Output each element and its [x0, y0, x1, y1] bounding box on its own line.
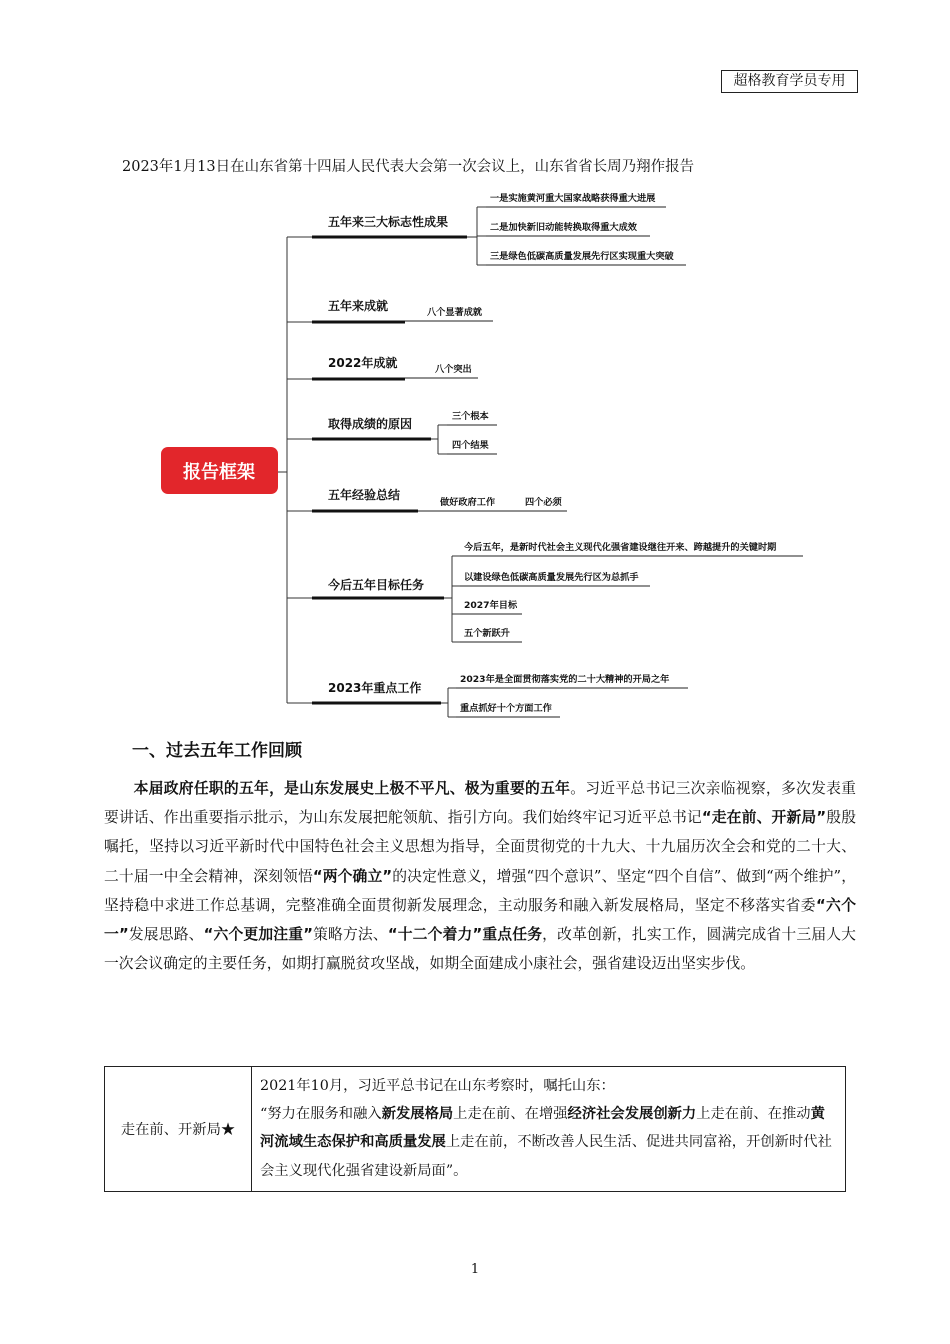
quote-emphasis: 黄河流域生态保护和高质量发展 — [260, 1106, 825, 1151]
emphasis-text: 重点任务 — [482, 926, 543, 944]
note-content — [252, 1067, 846, 1192]
root-label: 报告框架 — [183, 462, 255, 483]
leaf-label: 做好政府工作 — [440, 497, 496, 508]
note-label: 走在前、开新局★ — [105, 1067, 252, 1192]
body-text: ，改革创新，扎实工作，圆满完成省十三届人大一次会议确定的主要任务，如期打赢脱贫攻坚战，如期全面建成小康社会，强省建设迈出坚实步伐。 — [104, 926, 856, 973]
leaf-label: 四个必须 — [525, 497, 562, 508]
branch-label: 取得成绩的原因 — [328, 417, 413, 431]
branch-label: 2023年重点工作 — [328, 681, 422, 695]
quote-text: “努力在服务和融入 — [260, 1106, 382, 1123]
branch-label: 五年经验总结 — [328, 488, 401, 502]
body-text: 的决定性意义，增强“四个意识”、坚定“四个自信”、做到“两个维护”，坚持稳中求进工作总基调，完整准确全面贯彻新发展理念，主动服务和融入新发展格局，坚定不移落实省委 — [104, 867, 856, 914]
body-text: 殷殷嘱托，坚持以习近平新时代中国特色社会主义思想为指导，全面贯彻党的十九大、十九届历次全会和党的二十大、二十届一中全会精神，深刻领悟 — [104, 809, 856, 885]
leaf-label: 四个结果 — [452, 440, 489, 451]
usage-stamp: 超格教育学员专用 — [721, 70, 858, 93]
note-line: 2021年10月，习近平总书记在山东考察时，嘱托山东： — [260, 1078, 615, 1094]
report-mindmap — [0, 180, 950, 720]
leaf-label: 五个新跃升 — [464, 628, 510, 639]
leaf-label: 二是加快新旧动能转换取得重大成效 — [490, 222, 637, 233]
note-quote — [260, 1100, 837, 1185]
intro-line: 2023年1月13日在山东省第十四届人民代表大会第一次会议上，山东省省长周乃翔作报告 — [122, 159, 695, 175]
quote-text: 上走在前、在增强 — [453, 1106, 568, 1123]
leaf-label: 三是绿色低碳高质量发展先行区实现重大突破 — [490, 251, 674, 262]
body-text: 发展思路、 — [128, 926, 204, 944]
body-text: 。习近平总书记三次亲临视察，多次发表重要讲话、作出重要指示批示，为山东发展把舵领航、指引方向。我们始终牢记习近平总书记 — [104, 780, 856, 827]
quote-text: 上走在前、在推动 — [696, 1106, 811, 1123]
branch-label: 五年来三大标志性成果 — [328, 215, 449, 229]
leaf-label: 今后五年，是新时代社会主义现代化强省建设继往开来、跨越提升的关键时期 — [464, 542, 777, 553]
emphasis-text: “十二个着力” — [387, 926, 483, 944]
emphasis-text: “走在前、开新局” — [701, 809, 827, 827]
leaf-label: 三个根本 — [452, 411, 489, 422]
emphasis-text: “六个更加注重” — [203, 926, 313, 944]
branch-label: 2022年成就 — [328, 356, 398, 370]
leaf-label: 2023年是全面贯彻落实党的二十大精神的开局之年 — [460, 674, 670, 685]
leaf-label: 2027年目标 — [464, 600, 518, 611]
section-heading: 一、过去五年工作回顾 — [132, 741, 302, 761]
branch-label: 五年来成就 — [328, 299, 389, 313]
branch-label: 今后五年目标任务 — [328, 578, 425, 592]
leaf-label: 一是实施黄河重大国家战略获得重大进展 — [490, 193, 656, 204]
leaf-label: 以建设绿色低碳高质量发展先行区为总抓手 — [464, 572, 639, 583]
leaf-label: 八个显著成就 — [427, 307, 483, 318]
emphasis-text: “六个一” — [104, 896, 856, 944]
emphasis-text: “两个确立” — [312, 867, 393, 885]
leaf-label: 八个突出 — [435, 364, 472, 375]
quote-emphasis: 经济社会发展创新力 — [567, 1106, 697, 1123]
quote-text: 上走在前，不断改善人民生活、促进共同富裕，开创新时代社会主义现代化强省建设新局面”。 — [260, 1134, 832, 1179]
body-paragraph — [104, 774, 856, 978]
note-table — [104, 1066, 846, 1192]
emphasis-text: 本届政府任职的五年，是山东发展史上极不平凡、极为重要的五年 — [133, 780, 571, 797]
page-number: 1 — [470, 1262, 480, 1277]
body-text: 策略方法、 — [312, 926, 388, 944]
leaf-label: 重点抓好十个方面工作 — [460, 703, 552, 714]
quote-emphasis: 新发展格局 — [381, 1106, 454, 1123]
